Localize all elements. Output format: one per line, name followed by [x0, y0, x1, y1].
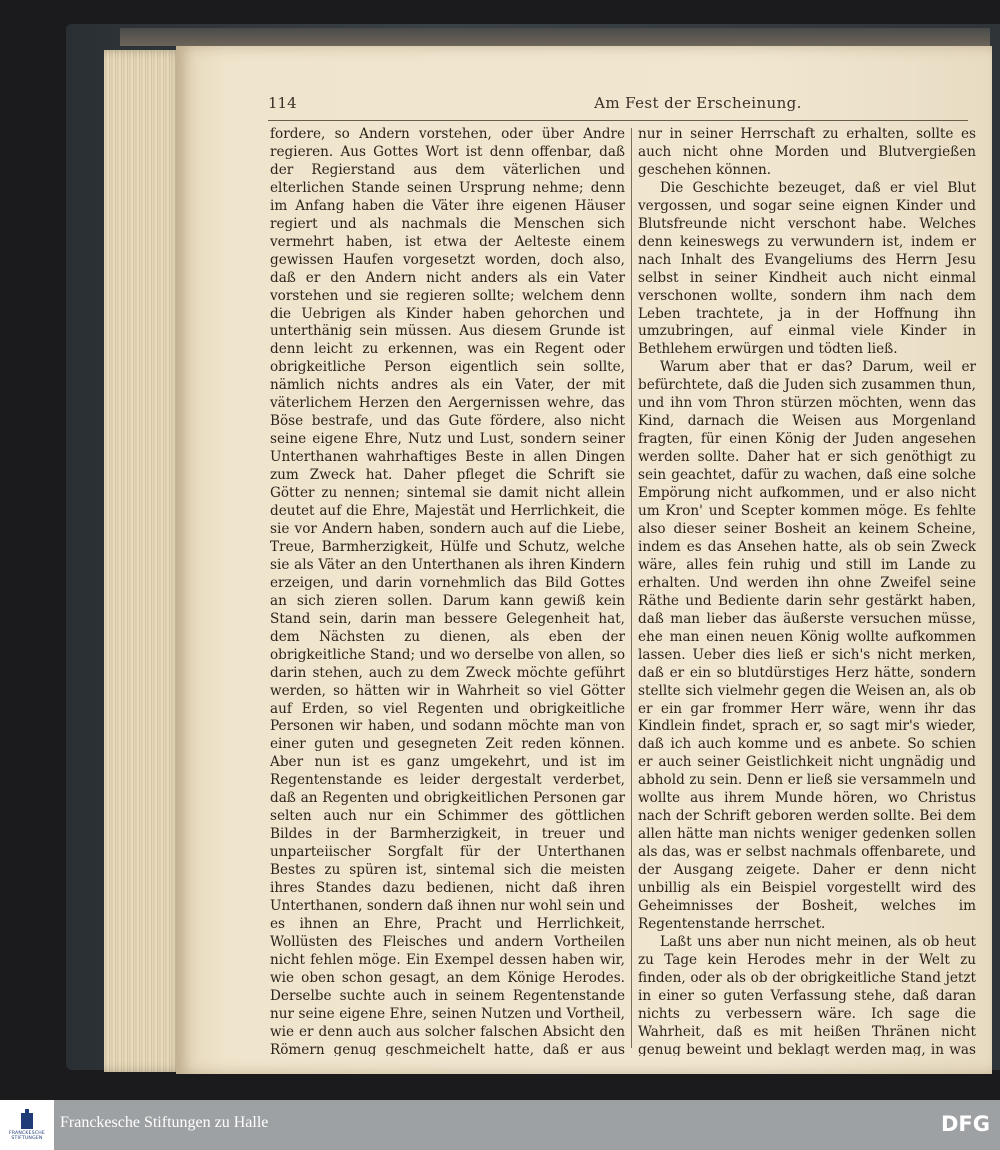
page-number: 114 [268, 94, 297, 112]
francke-building-icon [18, 1109, 36, 1129]
dfg-logo[interactable]: DFG [940, 1112, 990, 1136]
text-column-left [270, 126, 625, 1056]
paragraph: fordere, so Andern vorstehen, oder über Andre regieren. Aus Gottes Wort ist denn offenbar, daß der Regierstand aus dem väterlichen und elterlichen Stande seinen Ursprung nehme; denn im Anfang haben die Väter ihre eigenen Häuser regiert und als nachmals die Menschen sich vermehrt haben, ist etwa der Aelteste einem gewissen Haufen vorgesetzt worden, doch also, daß er den Andern nicht anders als ein Vater vorstehen und sie regieren sollte; welchem denn die Uebrigen als Kinder haben gehorchen und unterthänig sein müssen. Aus diesem Grunde ist denn leicht zu erkennen, was ein Regent oder obrigkeitliche Person eigentlich sein sollte, nämlich nichts andres als ein Vater, der mit väterlichem Herzen den Aergernissen wehre, das Böse bestrafe, und das Gute fördere, also nicht seine eigene Ehre, Nutz und Lust, sondern seiner Unterthanen wahrhaftiges Beste in allen Dingen zum Zweck hat. Daher pfleget die Schrift sie Götter zu nennen; sintemal sie damit nicht allein deutet auf die Ehre, Majestät und Herrlichkeit, die sie vor Andern haben, sondern auch auf die Liebe, Treue, Barmherzigkeit, Hülfe und Schutz, welche sie als Väter an den Unterthanen als ihren Kindern erzeigen, und darin vornehmlich das Bild Gottes an sich zieren sollen. Darum kann gewiß kein Stand sein, darin man bessere Gelegenheit hat, dem Nächsten zu dienen, als eben der obrigkeitliche Stand; und wo derselbe von allen, so darin stehen, auch zu dem Zweck möchte geführt werden, so hätten wir in Wahrheit so viel Götter auf Erden, so viel Regenten und obrigkeitliche Personen wir haben, und sodann möchte man von einer guten und gesegneten Zeit reden können. Aber nun ist es ganz umgekehrt, und ist im Regentenstande es leider dergestalt verderbet, daß an Regenten und obrigkeitlichen Personen gar selten auch nur ein Schimmer des göttlichen Bildes in der Barmherzigkeit, in treuer und unparteiischer Sorgfalt für der Unterthanen Bestes zu spüren ist, sintemal sich die meisten ihres Standes dazu bedienen, nicht daß ihren Unterthanen, sondern daß ihnen nur wohl sein und es ihnen an Ehre, Pracht und Herrlichkeit, Wollüsten des Fleisches und andern Vortheilen nicht fehlen möge. Ein Exempel dessen haben wir, wie oben schon gesagt, an dem Könige Herodes. Derselbe suchte auch in seinem Regentenstande nur seine eigene Ehre, seinen Nutzen und Vortheil, wie er denn auch aus solcher falschen Absicht den Römern genug geschmeichelt hatte, daß er aus [270, 126, 625, 1056]
page-stack-edge [104, 50, 184, 1072]
cover-top-edge [120, 28, 990, 46]
book-page [176, 46, 992, 1074]
footer-bar [0, 1100, 1000, 1150]
paragraph: Warum aber that er das? Darum, weil er befürchtete, daß die Juden sich zusammen thun, und ihn vom Thron stürzen möchten, wenn das Kind, darnach die Weisen aus Morgenland fragten, für einen König der Juden angesehen werden sollte. Daher hat er sich genöthigt zu sein geachtet, dafür zu wachen, daß eine solche Empörung nicht aufkommen, und er also nicht um Kron' und Scepter kommen möge. Es fehlte also dieser seiner Bosheit an keinem Scheine, indem es das Ansehen hatte, als ob sein Zweck wäre, alles fein ruhig und still im Lande zu erhalten. Und werden ihn ohne Zweifel seine Räthe und Bediente darin sehr gestärkt haben, daß man lieber das äußerste versuchen müsse, ehe man einen neuen König wollte aufkommen lassen. Ueber dies ließ er sich's nicht merken, daß er ein so blutdürstiges Herz hätte, sondern stellte sich vielmehr gegen die Weisen an, als ob er ein gar frommer Herr wäre, wenn ihr das Kindlein findet, sprach er, so sagt mir's wieder, daß ich auch komme und es anbete. So schien er auch seiner Geistlichkeit nicht ungnädig und abhold zu sein. Denn er ließ sie versammeln und wollte aus ihrem Munde hören, wo Christus nach der Schrift geboren werden sollte. Bei dem allen hätte man nichts weniger gedenken sollen als das, was er selbst nachmals offenbarete, und der Ausgang zeigete. Daher er denn nicht unbillig als ein Beispiel vorgestellt wird des Geheimnisses der Bosheit, welches im Regentenstande herrschet. [638, 359, 976, 932]
francke-logo[interactable] [0, 1100, 54, 1150]
text-column-right [638, 126, 976, 1056]
paragraph: Laßt uns aber nun nicht meinen, als ob heut zu Tage kein Herodes mehr in der Welt zu finden, oder als ob der obrigkeitliche Stand jetzt in einer so guten Verfassung stehe, daß daran nichts zu verbessern wäre. Ich sage die Wahrheit, daß es mit heißen Thränen nicht genug beweint und beklagt werden mag, in was [638, 933, 976, 1056]
paragraph: Die Geschichte bezeuget, daß er viel Blut vergossen, und sogar seine eignen Kinder und Blutsfreunde nicht verschont habe. Welches denn keineswegs zu verwundern ist, indem er nach Inhalt des Evangeliums des Herrn Jesu selbst in seiner Kindheit auch nicht einmal verschonen wollte, sondern ihm nach dem Leben trachtete, ja in der Hoffnung ihn umzubringen, auf einmal viele Kinder in Bethlehem erwürgen und tödten ließ. [638, 179, 976, 358]
institution-name: Franckesche Stiftungen zu Halle [60, 1114, 269, 1131]
column-divider [631, 128, 632, 1048]
page-header [268, 94, 968, 120]
running-head: Am Fest der Erscheinung. [594, 94, 802, 112]
paragraph: nur in seiner Herrschaft zu erhalten, sollte es auch nicht ohne Morden und Blutvergießen geschehen können. [638, 126, 976, 178]
logo-text: FRANCKESCHE STIFTUNGEN [8, 1130, 46, 1141]
header-rule [268, 120, 968, 121]
